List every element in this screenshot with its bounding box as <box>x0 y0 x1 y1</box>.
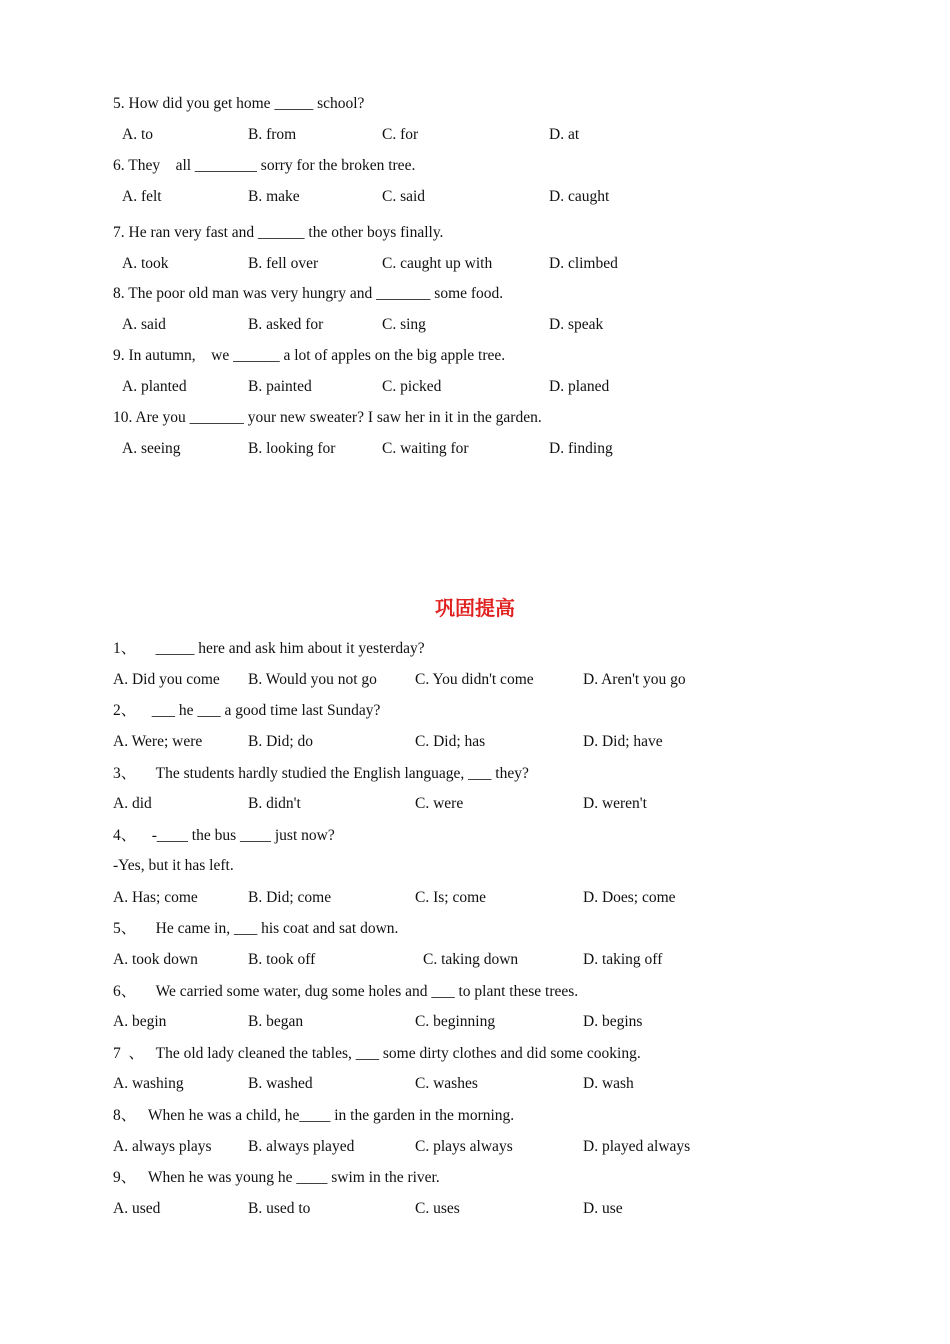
option-b: B. painted <box>248 378 312 395</box>
option-a: A. to <box>122 126 153 143</box>
question-text: 9、 When he was young he ____ swim in the river. <box>113 1169 440 1186</box>
option-b: B. looking for <box>248 440 336 457</box>
option-c: C. caught up with <box>382 255 493 272</box>
question-text: 6、 We carried some water, dug some holes and ___ to plant these trees. <box>113 983 579 1000</box>
option-a: A. begin <box>113 1013 167 1030</box>
option-d: D. taking off <box>583 951 663 968</box>
option-c: C. were <box>415 795 464 812</box>
option-b: B. Did; do <box>248 733 314 750</box>
option-c: C. said <box>382 188 426 205</box>
question-text: 3、 The students hardly studied the English language, ___ they? <box>113 765 529 782</box>
option-c: C. for <box>382 126 419 143</box>
option-b: B. didn't <box>248 795 301 812</box>
question-text: 6. They all ________ sorry for the broken tree. <box>113 157 416 174</box>
option-c: C. beginning <box>415 1013 496 1030</box>
option-d: D. Aren't you go <box>583 671 686 688</box>
option-a: A. took down <box>113 951 198 968</box>
option-b: B. from <box>248 126 297 143</box>
option-c: C. You didn't come <box>415 671 534 688</box>
question-text: 5. How did you get home _____ school? <box>113 95 365 112</box>
option-d: D. wash <box>583 1075 634 1092</box>
question-text: 8、 When he was a child, he____ in the garden in the morning. <box>113 1107 515 1124</box>
question-text: 5、 He came in, ___ his coat and sat down. <box>113 920 399 937</box>
question-text: 4、 -____ the bus ____ just now? <box>113 827 335 844</box>
question-text: 8. The poor old man was very hungry and _______ some food. <box>113 285 504 302</box>
option-a: A. said <box>122 316 166 333</box>
option-a: A. Has; come <box>113 889 198 906</box>
option-d: D. played always <box>583 1138 691 1155</box>
option-b: B. Did; come <box>248 889 332 906</box>
option-c: C. taking down <box>423 951 519 968</box>
option-a: A. washing <box>113 1075 184 1092</box>
option-a: A. always plays <box>113 1138 212 1155</box>
option-d: D. begins <box>583 1013 643 1030</box>
question-text: 10. Are you _______ your new sweater? I saw her in it in the garden. <box>113 409 542 426</box>
option-b: B. took off <box>248 951 316 968</box>
option-d: D. caught <box>549 188 610 205</box>
option-a: A. felt <box>122 188 162 205</box>
option-b: B. washed <box>248 1075 313 1092</box>
option-d: D. speak <box>549 316 604 333</box>
question-text: 2、 ___ he ___ a good time last Sunday? <box>113 702 381 719</box>
option-a: A. did <box>113 795 152 812</box>
option-b: B. fell over <box>248 255 319 272</box>
option-d: D. at <box>549 126 580 143</box>
option-a: A. planted <box>122 378 187 395</box>
option-d: D. weren't <box>583 795 647 812</box>
option-d: D. Did; have <box>583 733 663 750</box>
question-text: 1、 _____ here and ask him about it yesterday? <box>113 640 425 657</box>
option-c: C. uses <box>415 1200 460 1217</box>
option-d: D. climbed <box>549 255 618 272</box>
option-c: C. Is; come <box>415 889 487 906</box>
option-d: D. use <box>583 1200 623 1217</box>
option-a: A. Did you come <box>113 671 220 688</box>
option-a: A. used <box>113 1200 161 1217</box>
option-d: D. planed <box>549 378 610 395</box>
option-c: C. plays always <box>415 1138 513 1155</box>
option-b: B. make <box>248 188 300 205</box>
option-b: B. always played <box>248 1138 355 1155</box>
option-d: D. Does; come <box>583 889 676 906</box>
option-a: A. Were; were <box>113 733 203 750</box>
option-b: B. used to <box>248 1200 311 1217</box>
option-d: D. finding <box>549 440 613 457</box>
question-text: 7 、 The old lady cleaned the tables, ___ some dirty clothes and did some cooking. <box>113 1045 641 1062</box>
question-text: 7. He ran very fast and ______ the other boys finally. <box>113 224 444 241</box>
option-a: A. took <box>122 255 169 272</box>
option-b: B. Would you not go <box>248 671 377 688</box>
question-text: 9. In autumn, we ______ a lot of apples on the big apple tree. <box>113 347 506 364</box>
option-b: B. began <box>248 1013 304 1030</box>
section-heading: 巩固提高 <box>435 596 515 620</box>
option-c: C. waiting for <box>382 440 469 457</box>
answer-line: -Yes, but it has left. <box>113 857 234 874</box>
option-c: C. sing <box>382 316 426 333</box>
option-c: C. Did; has <box>415 733 486 750</box>
option-b: B. asked for <box>248 316 324 333</box>
option-c: C. washes <box>415 1075 478 1092</box>
option-a: A. seeing <box>122 440 181 457</box>
option-c: C. picked <box>382 378 442 395</box>
